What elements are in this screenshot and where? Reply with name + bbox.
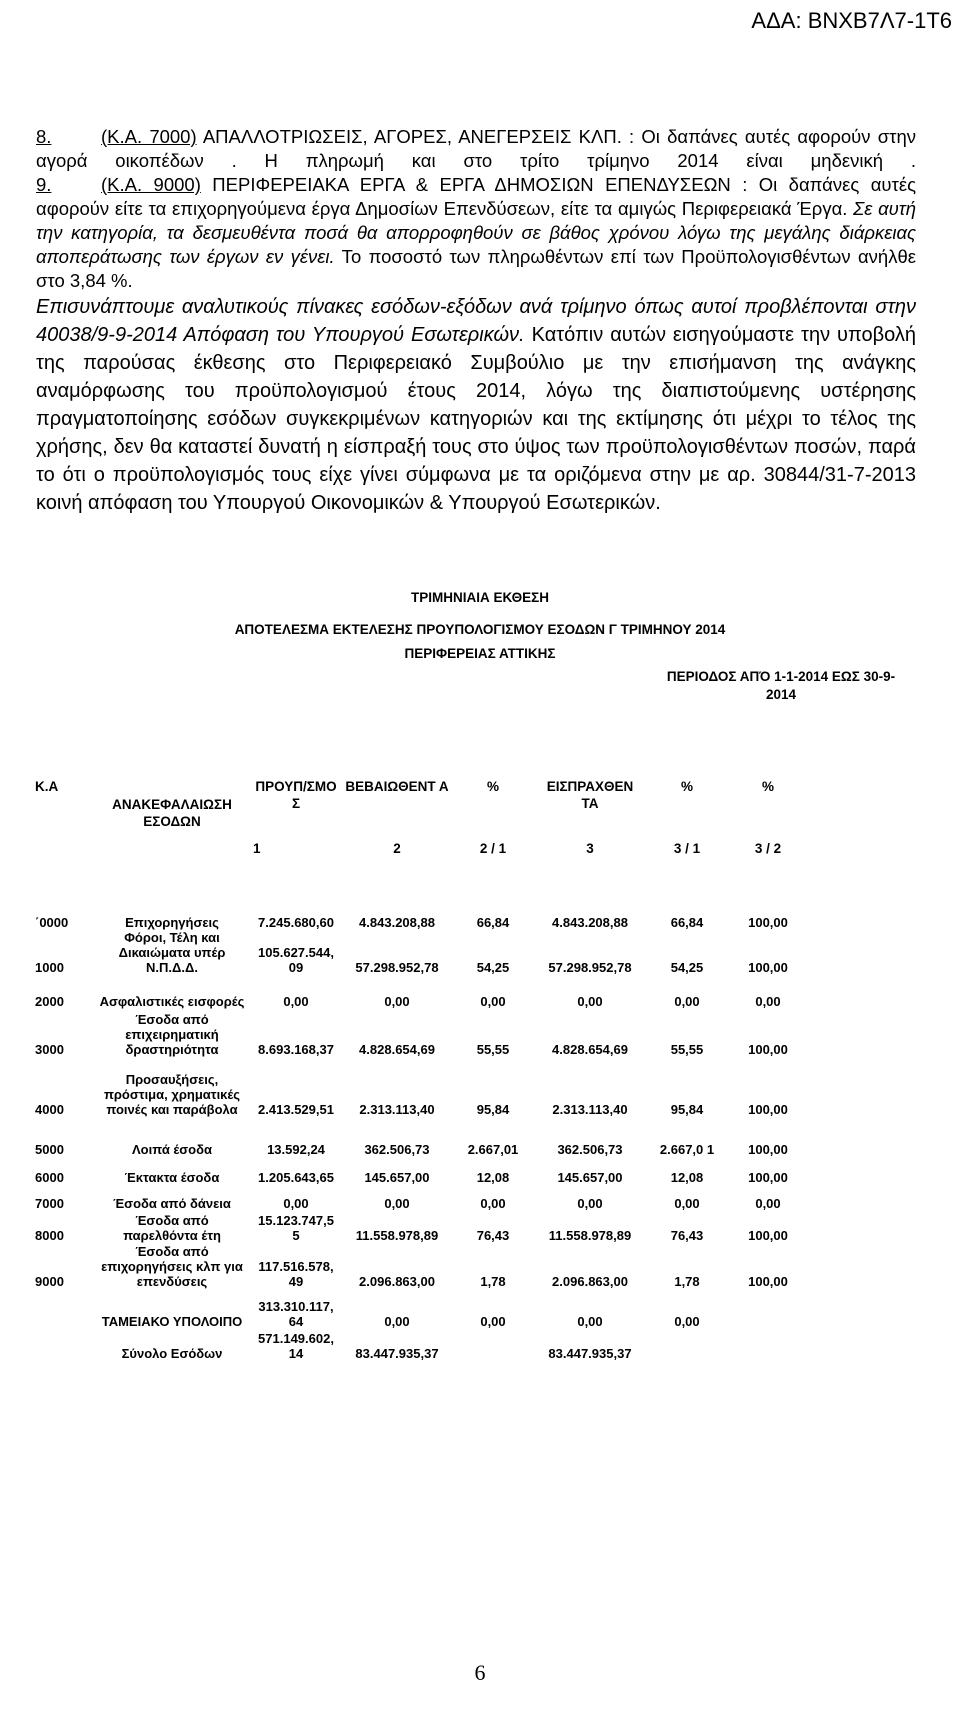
conclusion-italic: Επισυνάπτουμε αναλυτικούς πίνακες εσόδων-εξόδων ανά τρίμηνο όπως αυτοί προβλέπονται στην 40038/9-9-2014 Απόφαση του Υπουργού Εσωτερικών. — [36, 296, 916, 346]
item-tail-text: Το ποσοστό των πληρωθέντων επί των Προϋπολογισθέντων ανήλθε στο 3,84 %. — [36, 246, 916, 291]
row-value: 76,43 — [670, 1228, 704, 1243]
row-value: 12,08 — [476, 1170, 510, 1185]
row-value: 0,00 — [755, 1196, 781, 1211]
col-subheader: 2 / 1 — [479, 841, 507, 856]
row-code: 1000 — [35, 960, 64, 975]
row-label: ΤΑΜΕΙΑΚΟ ΥΠΟΛΟΙΠΟ — [101, 1314, 243, 1329]
row-value: 11.558.978,89 — [355, 1228, 439, 1243]
row-code — [32, 1289, 94, 1329]
row-label: Έκτακτα έσοδα — [124, 1170, 220, 1185]
row-value: 0,00 — [577, 994, 603, 1009]
table-row — [32, 1057, 808, 1117]
table-row — [32, 872, 808, 930]
table-subheader-row — [32, 840, 808, 872]
row-label: Επιχορηγήσεις — [125, 915, 219, 930]
row-value — [728, 1329, 808, 1361]
col-header: % — [486, 779, 499, 794]
row-value: 8.693.168,37 — [258, 1042, 334, 1057]
col-header: ΑΝΑΚΕΦΑΛΑΙΩΣΗ ΕΣΟΔΩΝ — [112, 797, 232, 829]
row-value: 4.843.208,88 — [552, 915, 628, 930]
row-value: 4.843.208,88 — [359, 915, 435, 930]
row-value: 1,78 — [480, 1274, 506, 1289]
row-value: 362.506,73 — [557, 1142, 623, 1157]
row-value: 362.506,73 — [364, 1142, 430, 1157]
col-header: ΒΕΒΑΙΩΘΕΝΤ Α — [345, 779, 449, 794]
row-code: ΄0000 — [35, 915, 69, 930]
row-value: 0,00 — [384, 1314, 410, 1329]
table-row — [32, 1243, 808, 1289]
report-subtitle: ΑΠΟΤΕΛΕΣΜΑ ΕΚΤΕΛΕΣΗΣ ΠΡΟΥΠΟΛΟΓΙΣΜΟΥ ΕΣΟΔΩΝ Γ ΤΡΙΜΗΝΟΥ 2014 — [234, 622, 726, 637]
row-value: 145.657,00 — [364, 1170, 430, 1185]
item-number: 8. — [36, 126, 52, 147]
col-subheader: 2 — [393, 841, 401, 856]
item-9 — [36, 173, 916, 293]
row-value — [452, 1329, 534, 1361]
row-label: Έσοδα από δάνεια — [113, 1196, 231, 1211]
row-value: 0,00 — [283, 1196, 309, 1211]
row-value: 1,78 — [674, 1274, 700, 1289]
row-value: 0,00 — [755, 994, 781, 1009]
row-value: 76,43 — [476, 1228, 510, 1243]
report-title: ΤΡΙΜΗΝΙΑΙΑ ΕΚΘΕΣΗ — [411, 590, 549, 605]
row-value: 54,25 — [670, 960, 704, 975]
col-header: ΕΙΣΠΡΑΧΘΕΝ ΤΑ — [546, 779, 634, 811]
row-value: 100,00 — [748, 1228, 788, 1243]
row-value: 2.096.863,00 — [552, 1274, 628, 1289]
row-value: 100,00 — [748, 960, 788, 975]
row-value — [728, 1289, 808, 1329]
row-value: 13.592,24 — [267, 1142, 325, 1157]
row-value: 1.205.643,65 — [258, 1170, 334, 1185]
row-code: 3000 — [35, 1042, 64, 1057]
col-header: % — [761, 779, 774, 794]
row-code: 6000 — [35, 1170, 64, 1185]
row-value: 66,84 — [476, 915, 510, 930]
item-text: ΠΕΡΙΦΕΡΕΙΑΚΑ ΕΡΓΑ & ΕΡΓΑ ΔΗΜΟΣΙΩΝ ΕΠΕΝΔΥΣΕΩΝ : Οι δαπάνες αυτές αφορούν είτε τα επιχορηγούμενα έργα Δημοσίων Επενδύσεων, είτε τα αμιγώς Περιφερειακά Έργα. — [36, 174, 916, 219]
row-code: 2000 — [35, 994, 64, 1009]
table-row — [32, 1185, 808, 1211]
col-header: Κ.Α — [35, 779, 59, 794]
row-label: Σύνολο Εσόδων — [121, 1346, 223, 1361]
item-italic-text: Σε αυτή την κατηγορία, τα δεσμευθέντα ποσά θα απορροφηθούν σε βάθος χρόνου λόγω της μεγάλης διάρκειας αποπεράτωσης των έργων εν γένει. — [36, 198, 917, 267]
row-value: 145.657,00 — [557, 1170, 623, 1185]
row-code: 7000 — [35, 1196, 64, 1211]
row-code: 9000 — [35, 1274, 64, 1289]
row-label: Λοιπά έσοδα — [132, 1142, 212, 1157]
row-value: 100,00 — [748, 915, 788, 930]
row-value: 117.516.578, 49 — [258, 1259, 334, 1289]
row-value: 0,00 — [480, 1314, 506, 1329]
item-text: ΑΠΑΛΛΟΤΡΙΩΣΕΙΣ, ΑΓΟΡΕΣ, ΑΝΕΓΕΡΣΕΙΣ ΚΛΠ. : Οι δαπάνες αυτές αφορούν στην αγορά οικοπέδων . Η πληρωμή και στο τρίτο τρίμηνο 2014 είναι μηδενική . — [36, 126, 916, 171]
table-row — [32, 1211, 808, 1243]
page-number: 6 — [474, 1660, 486, 1685]
row-value: 2.096.863,00 — [359, 1274, 435, 1289]
conclusion-paragraph — [36, 293, 916, 517]
row-value: 0,00 — [674, 1196, 700, 1211]
report-period: ΠΕΡΙΟΔΟΣ ΑΠΌ 1-1-2014 ΕΩΣ 30-9-2014 — [666, 669, 896, 702]
row-value: 100,00 — [748, 1274, 788, 1289]
report-region: ΠΕΡΙΦΕΡΕΙΑΣ ΑΤΤΙΚΗΣ — [404, 646, 556, 661]
item-code: (Κ.Α. 9000) — [101, 174, 201, 195]
row-value: 83.447.935,37 — [548, 1346, 632, 1361]
row-value: 0,00 — [577, 1314, 603, 1329]
row-value: 105.627.544, 09 — [258, 945, 334, 975]
row-value: 57.298.952,78 — [355, 960, 439, 975]
row-value: 313.310.117, 64 — [258, 1299, 334, 1329]
col-subheader: 3 — [586, 841, 594, 856]
row-value: 12,08 — [670, 1170, 704, 1185]
row-value: 2.413.529,51 — [258, 1102, 334, 1117]
row-value: 571.149.602, 14 — [258, 1331, 334, 1361]
row-value: 0,00 — [674, 1314, 700, 1329]
row-label: Έσοδα από επιχειρηματική δραστηριότητα — [125, 1012, 219, 1057]
row-value: 95,84 — [670, 1102, 704, 1117]
col-header: % — [680, 779, 693, 794]
ada-code: ΑΔΑ: ΒΝΧΒ7Λ7-1Τ6 — [751, 8, 952, 33]
row-value: 0,00 — [283, 994, 309, 1009]
row-value: 0,00 — [480, 1196, 506, 1211]
row-label: Έσοδα από επιχορηγήσεις κλπ για επενδύσεις — [101, 1244, 243, 1289]
row-value — [646, 1329, 728, 1361]
table-row — [32, 1117, 808, 1157]
col-subheader: 3 / 2 — [754, 841, 782, 856]
col-subheader — [94, 840, 250, 872]
row-value: 55,55 — [476, 1042, 510, 1057]
row-label: Προσαυξήσεις, πρόστιμα, χρηματικές ποινές και παράβολα — [103, 1072, 241, 1117]
item-number: 9. — [36, 174, 52, 195]
row-value: 100,00 — [748, 1102, 788, 1117]
row-value: 0,00 — [674, 994, 700, 1009]
table-row — [32, 975, 808, 1009]
row-value: 2.313.113,40 — [359, 1102, 435, 1117]
row-value: 83.447.935,37 — [355, 1346, 439, 1361]
row-label: Ασφαλιστικές εισφορές — [99, 994, 245, 1009]
row-value: 15.123.747,5 5 — [258, 1213, 334, 1243]
table-row — [32, 1009, 808, 1057]
col-subheader — [32, 840, 94, 872]
row-value: 0,00 — [384, 994, 410, 1009]
row-value: 0,00 — [384, 1196, 410, 1211]
row-code: 5000 — [35, 1142, 64, 1157]
row-value: 0,00 — [480, 994, 506, 1009]
row-value: 4.828.654,69 — [552, 1042, 628, 1057]
row-value: 100,00 — [748, 1042, 788, 1057]
body-text — [36, 125, 916, 517]
col-subheader: 1 — [253, 841, 261, 856]
col-subheader: 3 / 1 — [673, 841, 701, 856]
table-row — [32, 1289, 808, 1329]
table-row — [32, 930, 808, 975]
row-value: 7.245.680,60 — [258, 915, 334, 930]
revenue-table — [32, 778, 808, 1361]
conclusion-text: Κατόπιν αυτών εισηγούμαστε την υποβολή της παρούσας έκθεσης στο Περιφερειακό Συμβούλιο με την επισήμανση της ανάγκης αναμόρφωσης του προϋπολογισμού έτους 2014, λόγω της διαπιστούμενης υστέρησης πραγματοποίησης εσόδων συγκεκριμένων κατηγοριών και της εκτίμησης ότι μέχρι το τέλος της χρήσης, δεν θα καταστεί δυνατή η είσπραξή τους στο ύψος των προϋπολογισθέντων ποσών, παρά το ότι ο προϋπολογισμός τους είχε γίνει σύμφωνα με τα οριζόμενα στην με αρ. 30844/31-7-2013 κοινή απόφαση του Υπουργού Οικονομικών & Υπουργού Εσωτερικών. — [36, 324, 917, 514]
item-code: (Κ.Α. 7000) — [101, 126, 197, 147]
row-value: 0,00 — [577, 1196, 603, 1211]
row-value: 55,55 — [670, 1042, 704, 1057]
row-label: Φόροι, Τέλη και Δικαιώματα υπέρ Ν.Π.Δ.Δ. — [118, 930, 226, 975]
row-value: 95,84 — [476, 1102, 510, 1117]
row-value: 57.298.952,78 — [548, 960, 632, 975]
row-value: 11.558.978,89 — [548, 1228, 632, 1243]
row-label: Έσοδα από παρελθόντα έτη — [123, 1213, 221, 1243]
row-value: 2.313.113,40 — [552, 1102, 628, 1117]
item-8 — [36, 125, 916, 173]
row-value: 100,00 — [748, 1170, 788, 1185]
row-value: 100,00 — [748, 1142, 788, 1157]
table-header-row — [32, 778, 808, 840]
row-value: 4.828.654,69 — [359, 1042, 435, 1057]
col-header: ΠΡΟΥΠ/ΣΜΟ Σ — [255, 779, 337, 811]
table-row — [32, 1329, 808, 1361]
row-value: 54,25 — [476, 960, 510, 975]
row-code: 8000 — [35, 1228, 64, 1243]
row-value: 2.667,01 — [467, 1142, 519, 1157]
table-row — [32, 1157, 808, 1185]
row-code: 4000 — [35, 1102, 64, 1117]
row-code — [32, 1329, 94, 1361]
row-value: 2.667,0 1 — [659, 1142, 715, 1157]
row-value: 66,84 — [670, 915, 704, 930]
